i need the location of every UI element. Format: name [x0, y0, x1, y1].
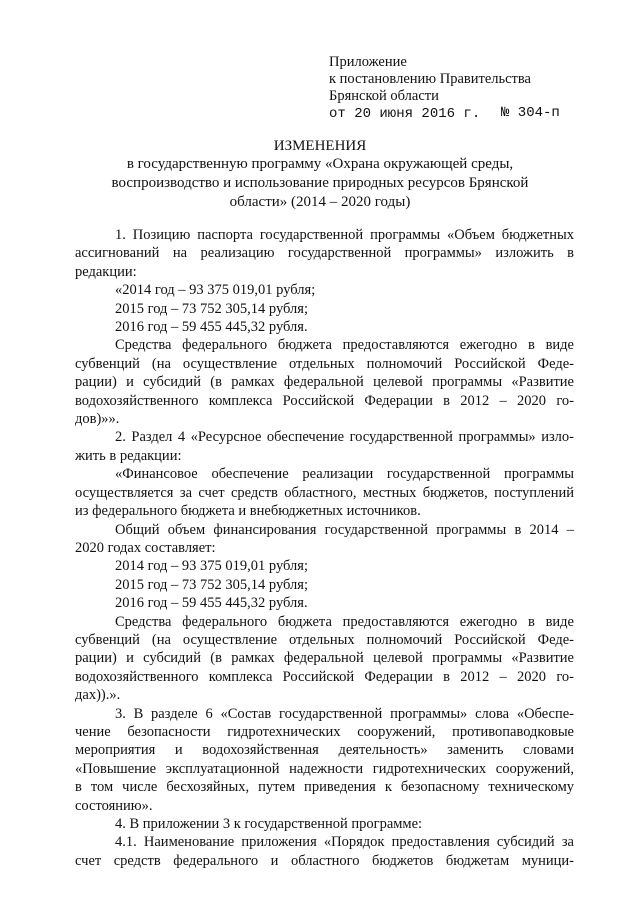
subtitle-line: воспроизводство и использование природных ресурсов Брянской	[111, 175, 529, 191]
text-line: рации) и субсидий (в рамках федеральной целевой программы «Развитие	[75, 650, 574, 667]
decree-date-row	[329, 105, 599, 123]
document-subtitle	[100, 155, 540, 212]
text-line: 4.1. Наименование приложения «Порядок предоставления субсидий за	[115, 834, 574, 851]
text-line: водохозяйственного комплекса Российской Федерации в 2012 – 2020 го-	[75, 668, 574, 685]
text-line: 4. В приложении 3 к государственной программе:	[115, 816, 423, 832]
subtitle-line: области» (2014 – 2020 годы)	[229, 194, 411, 210]
text-line: из федерального бюджета и внебюджетных источников.	[75, 503, 421, 520]
text-line: в том числе бесхозяйных, путем приведения к безопасному техническому	[75, 779, 574, 796]
text-line: состоянию».	[75, 797, 153, 814]
text-line: ассигнований на реализацию государственной программы» изложить в	[75, 245, 574, 262]
text-line: осуществляется за счет средств областного, местных бюджетов, поступлений	[75, 484, 574, 501]
text-line: 3. В разделе 6 «Состав государственной программы» слова «Обеспе-	[115, 705, 574, 722]
budget-line: «2014 год – 93 375 019,01 рубля;	[115, 282, 316, 299]
text-line: Средства федерального бюджета предоставляются ежегодно в виде	[115, 337, 574, 354]
text-line: «Повышение эксплуатационной надежности гидротехнических сооружений,	[75, 760, 574, 777]
budget-line: 2016 год – 59 455 445,32 рубля.	[115, 319, 308, 336]
text-line: редакции:	[75, 263, 137, 280]
document-title: ИЗМЕНЕНИЯ	[273, 138, 367, 154]
appendix-label: Приложение	[329, 54, 407, 70]
text-line: жить в редакции:	[75, 447, 182, 464]
text-line: субвенций (на осуществление отдельных полномочий Российской Феде-	[75, 355, 574, 372]
text-line: 1. Позицию паспорта государственной программы «Объем бюджетных	[115, 227, 574, 243]
budget-line: 2015 год – 73 752 305,14 рубля;	[115, 300, 308, 317]
text-line: дов)»».	[75, 411, 120, 428]
document-body	[75, 226, 574, 870]
budget-line: 2014 год – 93 375 019,01 рубля;	[115, 558, 308, 575]
budget-line: 2015 год – 73 752 305,14 рубля;	[115, 576, 308, 593]
text-line: «Финансовое обеспечение реализации государственной программы	[115, 466, 574, 483]
text-line: водохозяйственного комплекса Российской Федерации в 2012 – 2020 го-	[75, 392, 574, 409]
text-line: мероприятия и водохозяйственная деятельность» заменить словами	[75, 742, 574, 759]
text-line: Средства федерального бюджета предоставляются ежегодно в виде	[115, 613, 574, 630]
appendix-decree: к постановлению Правительства	[329, 71, 531, 87]
text-line: чение безопасности гидротехнических сооружений, противопаводковые	[75, 723, 574, 740]
text-line: дах)).».	[75, 687, 121, 704]
decree-number: № 304-п	[501, 105, 560, 121]
text-line: Общий объем финансирования государственной программы в 2014 –	[115, 521, 574, 538]
appendix-region: Брянской области	[329, 88, 439, 104]
text-line: счет средств федерального и областного бюджетов бюджетам муници-	[75, 852, 574, 869]
decree-date: от 20 июня 2016 г.	[329, 106, 481, 122]
text-line: рации) и субсидий (в рамках федеральной целевой программы «Развитие	[75, 374, 574, 391]
text-line: 2020 годах составляет:	[75, 539, 216, 556]
appendix-header	[329, 54, 599, 123]
text-line: 2. Раздел 4 «Ресурсное обеспечение государственной программы» изло-	[115, 429, 574, 446]
text-line: субвенций (на осуществление отдельных полномочий Российской Феде-	[75, 631, 574, 648]
budget-line: 2016 год – 59 455 445,32 рубля.	[115, 595, 308, 612]
subtitle-line: в государственную программу «Охрана окружающей среды,	[126, 156, 514, 172]
